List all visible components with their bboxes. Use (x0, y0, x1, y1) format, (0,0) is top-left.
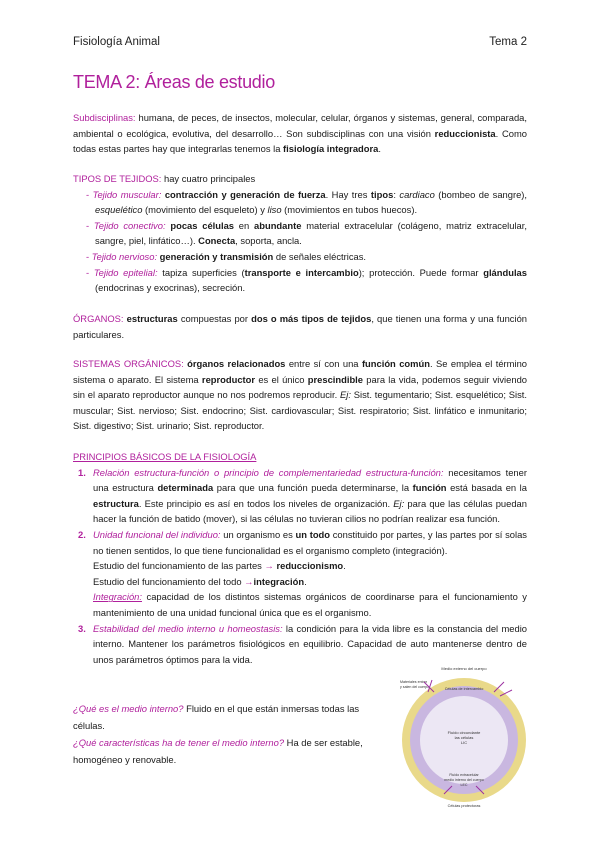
tejidos-heading: TIPOS DE TEJIDOS: hay cuatro principales (73, 173, 256, 184)
reduccionismo-line: Estudio del funcionamiento de las partes → reduccionismo. (93, 560, 346, 572)
principio-1: 1. Relación estructura-función o principio de complementariedad estructura-función: necesitamos tener una estructura determinada para que una función pueda determinarse, la función está basada en la estructura. Este principio es así en todos los niveles de organización. Ej: para que las células puedan hacer la función de batido (mover), si las células no tuvieran cilios no podrían realizar esa función. (78, 466, 527, 525)
tejido-nervioso-item: - Tejido nervioso: generación y transmisión de señales eléctricas. (86, 250, 367, 262)
arrow-icon: → (244, 575, 254, 587)
principio-2: 2. Unidad funcional del individuo: un organismo es un todo constituido por partes, y las partes por sí solas no tienen sentidos, lo que tiene funcionalidad es el organismo completo (integración). Estudio del funcionamiento de las partes → reduccionismo. Estudio del funcionamiento del todo →integración. Integración: capacidad de los distintos sistemas orgánicos de coordinarse para el funcionamiento y mantenimiento de una unidad funcional única que es el organismo. (78, 528, 527, 618)
subdisciplinas-paragraph: Subdisciplinas: humana, de peces, de insectos, molecular, celular, órganos y sistemas, general, comparada, ambiental o ecológica, evolutiva, del desarrollo… Son subdisciplinas con una visión reduccionista. Como todas estas partes hay que integrarlas tenemos la fisiología integradora. (73, 112, 527, 155)
diagram-ring-label: Células de intercambio (444, 687, 484, 691)
tejido-epitelial-item: - Tejido epitelial: tapiza superficies (transporte e intercambio); protección. Puede formar glándulas (endocrinas y exocrinas), secreción. (86, 266, 527, 294)
diagram-inner-label-2: las células (454, 735, 474, 740)
organos-label: ÓRGANOS: (73, 313, 124, 324)
diagram-left-label-2: y salen del cuerpo (400, 685, 430, 689)
principio-3: 3. Estabilidad del medio interno u homeostasis: la condición para la vida libre es la constancia del medio interno. Mantener los parámetros fisiológicos en equilibrio. Capacidad de auto mantenerse dentro de unos parámetros óptimos para la vida. (78, 622, 527, 665)
integracion-line: Estudio del funcionamiento del todo →integración. (93, 575, 307, 587)
question-2: ¿Qué características ha de tener el medio interno? (73, 737, 285, 748)
sistemas-label: SISTEMAS ORGÁNICOS: (73, 358, 184, 369)
principios-section (73, 449, 527, 667)
page-title: TEMA 2: Áreas de estudio (73, 72, 275, 92)
diagram-bottom-label-1: Fluido extracelular (449, 773, 479, 777)
medio-interno-diagram (394, 662, 534, 812)
header-course: Fisiología Animal (73, 36, 160, 48)
diagram-bottom-label-2: medio interno del cuerpo (444, 778, 484, 782)
subdisciplinas-label: Subdisciplinas: (73, 112, 136, 123)
tejidos-section (73, 171, 527, 296)
header-topic: Tema 2 (489, 36, 527, 48)
diagram-bottom-label-3: LEC (460, 783, 468, 787)
diagram-top-label: Medio externo del cuerpo (441, 666, 487, 671)
organos-paragraph: ÓRGANOS: estructuras compuestas por dos o más tipos de tejidos, que tienen una forma y una función particulares. (73, 313, 527, 340)
diagram-left-label-1: Materiales entrar (400, 680, 427, 684)
question-1: ¿Qué es el medio interno? (73, 703, 184, 714)
diagram-base-label: Células protectoras (447, 804, 481, 808)
principios-heading: PRINCIPIOS BÁSICOS DE LA FISIOLOGÍA (73, 451, 257, 462)
tejido-conectivo-item: - Tejido conectivo: pocas células en abundante material extracelular (colágeno, matriz extracelular, sangre, piel, linfático…). Conecta, soporta, ancla. (86, 219, 527, 247)
arrow-icon: → (264, 560, 274, 572)
tejido-muscular-item: - Tejido muscular: contracción y generación de fuerza. Hay tres tipos: cardiaco (bombeo de sangre), esquelético (movimiento del esqueleto) y liso (movimientos en tubos huecos). (86, 188, 528, 216)
medio-interno-qa: ¿Qué es el medio interno? Fluido en el que están inmersas todas las células. ¿Qué características ha de tener el medio interno? Ha de ser estable, homogéneo y renovable. (73, 703, 363, 765)
diagram-inner-label-1: Fluido circundante (447, 730, 481, 735)
diagram-inner-label-3: LIC (460, 740, 468, 745)
sistemas-paragraph: SISTEMAS ORGÁNICOS: órganos relacionados entre sí con una función común. Se emplea el término sistema o aparato. El sistema reproductor es el único prescindible para la vida, podemos seguir viviendo sin el aparato reproductor aunque no nos podremos reproducir. Ej: Sist. tegumentario; Sist. esquelético; Sist. muscular; Sist. nervioso; Sist. endocrino; Sist. cardiovascular; Sist. respiratorio; Sist. linfático e inmunitario; Sist. digestivo; Sist. urinario; Sist. reproductor. (73, 358, 527, 432)
